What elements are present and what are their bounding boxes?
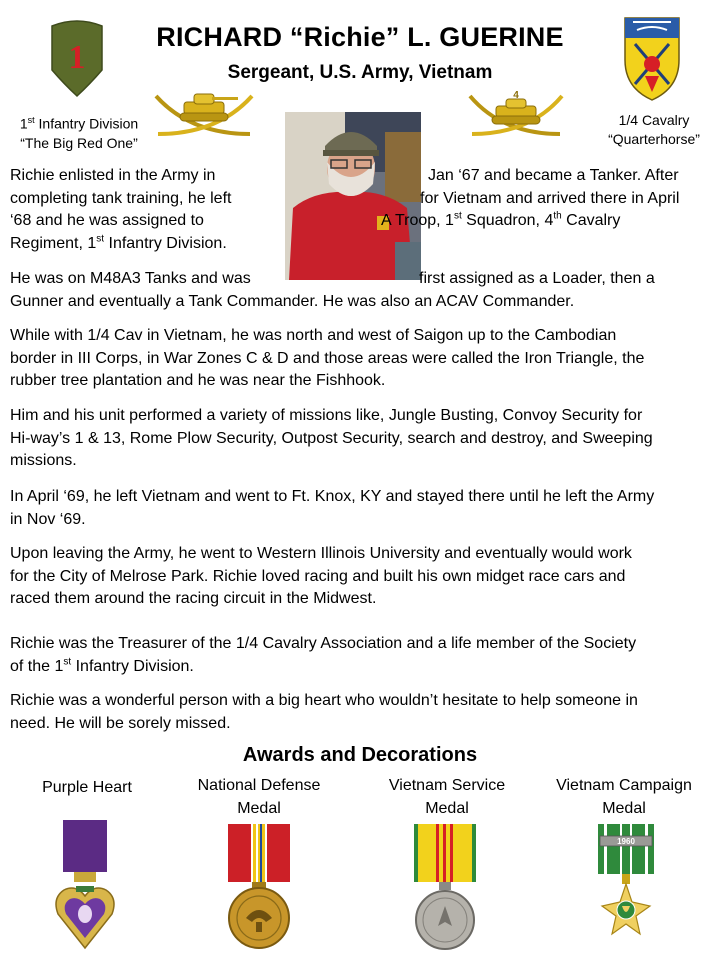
text-line: rubber tree plantation and he was near the Fishhook. bbox=[10, 372, 386, 389]
text-line: Richie enlisted in the Army in bbox=[10, 167, 216, 184]
text-line: Hi-way’s 1 & 13, Rome Plow Security, Outpost Security, search and destroy, and Sweeping bbox=[10, 429, 653, 447]
caption-nickname: “Quarterhorse” bbox=[608, 131, 700, 147]
text-line: missions. bbox=[10, 452, 77, 469]
text-line: Jan ‘67 and became a Tanker. After bbox=[428, 167, 679, 184]
text-span: of the 1 bbox=[10, 657, 64, 675]
paragraph-tanks bbox=[10, 268, 710, 314]
text-line: Upon leaving the Army, he went to Western Illinois University and eventually would work bbox=[10, 545, 632, 562]
big-red-one-patch bbox=[48, 18, 106, 98]
paragraph-locations bbox=[10, 325, 710, 393]
text-line: in Nov ‘69. bbox=[10, 510, 86, 528]
paragraph-missions bbox=[10, 405, 710, 473]
caption-unit: 1/4 Cavalry bbox=[618, 112, 690, 128]
text-line bbox=[10, 233, 227, 256]
medal-label-line: Medal bbox=[602, 800, 646, 817]
medal-label-purple-heart bbox=[2, 776, 172, 799]
medal-label-line: Vietnam Campaign bbox=[556, 777, 692, 794]
text-sup: th bbox=[553, 210, 562, 222]
text-line: first assigned as a Loader, then a bbox=[419, 270, 655, 287]
caption-nickname: “The Big Red One” bbox=[20, 134, 138, 151]
text-line: Richie was a wonderful person with a big heart who wouldn’t hesitate to help someone in bbox=[10, 692, 638, 709]
text-span: Regiment, 1 bbox=[10, 234, 97, 252]
left-insignia-caption bbox=[6, 111, 152, 153]
text-line: completing tank training, he left bbox=[10, 189, 232, 207]
paragraph-enlistment bbox=[10, 165, 710, 257]
text-line: Him and his unit performed a variety of missions like, Jungle Busting, Convoy Security for bbox=[10, 407, 643, 424]
medal-label-vietnam-campaign bbox=[539, 774, 709, 820]
vietnam-campaign-medal bbox=[596, 822, 656, 952]
medal-label-line: Medal bbox=[237, 800, 281, 817]
text-span: Infantry Division. bbox=[104, 234, 227, 252]
text-span: Squadron, 4 bbox=[461, 212, 554, 229]
medal-label-vietnam-service bbox=[362, 774, 532, 820]
page-subtitle: Sergeant, U.S. Army, Vietnam bbox=[227, 62, 493, 83]
text-line: ‘68 and he was assigned to bbox=[10, 212, 204, 229]
text-span: A Troop, 1 bbox=[381, 212, 454, 229]
medal-label-national-defense bbox=[174, 774, 344, 820]
medal-label-line: Vietnam Service bbox=[388, 777, 506, 794]
text-line: for Vietnam and arrived there in April bbox=[420, 189, 680, 207]
text-span: Cavalry bbox=[561, 212, 621, 229]
page-title: RICHARD “Richie” L. GUERINE bbox=[156, 22, 564, 52]
paragraph-return bbox=[10, 486, 710, 531]
paragraph-tribute bbox=[10, 690, 710, 735]
text-sup: st bbox=[96, 233, 105, 245]
text-line bbox=[381, 210, 620, 233]
vietnam-service-medal bbox=[412, 822, 478, 952]
armor-branch-insignia-left bbox=[150, 86, 258, 138]
purple-heart-medal bbox=[52, 818, 118, 954]
caption-number: 1 bbox=[19, 115, 28, 132]
text-line: for the City of Melrose Park. Richie loved racing and built his own midget race cars and bbox=[10, 567, 626, 585]
text-line: need. He will be sorely missed. bbox=[10, 714, 231, 732]
awards-heading: Awards and Decorations bbox=[242, 744, 478, 766]
paragraph-association bbox=[10, 633, 710, 678]
caption-sup: st bbox=[27, 115, 35, 125]
medal-label-line: National Defense bbox=[197, 777, 321, 794]
right-insignia-caption bbox=[594, 111, 714, 149]
paragraph-after-army bbox=[10, 543, 710, 611]
text-line: While with 1/4 Cav in Vietnam, he was north and west of Saigon up to the Cambodian bbox=[10, 327, 617, 344]
text-span: Infantry Division. bbox=[71, 657, 194, 675]
text-line: raced them around the racing circuit in the Midwest. bbox=[10, 590, 377, 607]
patch-numeral: 1 bbox=[68, 39, 86, 76]
text-line: Gunner and eventually a Tank Commander. He was also an ACAV Commander. bbox=[10, 292, 575, 310]
caption-text: Infantry Division bbox=[34, 115, 139, 132]
text-sup: st bbox=[63, 656, 72, 668]
medal-label-line: Medal bbox=[425, 800, 469, 817]
text-line: He was on M48A3 Tanks and was bbox=[10, 270, 251, 287]
text-line: border in III Corps, in War Zones C & D and those areas were called the Iron Triangle, the bbox=[10, 349, 645, 367]
cavalry-crest bbox=[621, 14, 683, 102]
text-line: Richie was the Treasurer of the 1/4 Cavalry Association and a life member of the Society bbox=[10, 635, 637, 652]
national-defense-medal bbox=[226, 822, 292, 952]
text-line bbox=[10, 656, 710, 679]
ribbon-date: 1960 bbox=[617, 837, 635, 846]
text-line: In April ‘69, he left Vietnam and went to Ft. Knox, KY and stayed there until he left the Army bbox=[10, 488, 655, 505]
text-sup: st bbox=[453, 210, 462, 222]
medal-label-line: Purple Heart bbox=[42, 779, 132, 796]
insignia-number: 4 bbox=[513, 90, 519, 101]
armor-branch-insignia-right bbox=[466, 86, 566, 138]
